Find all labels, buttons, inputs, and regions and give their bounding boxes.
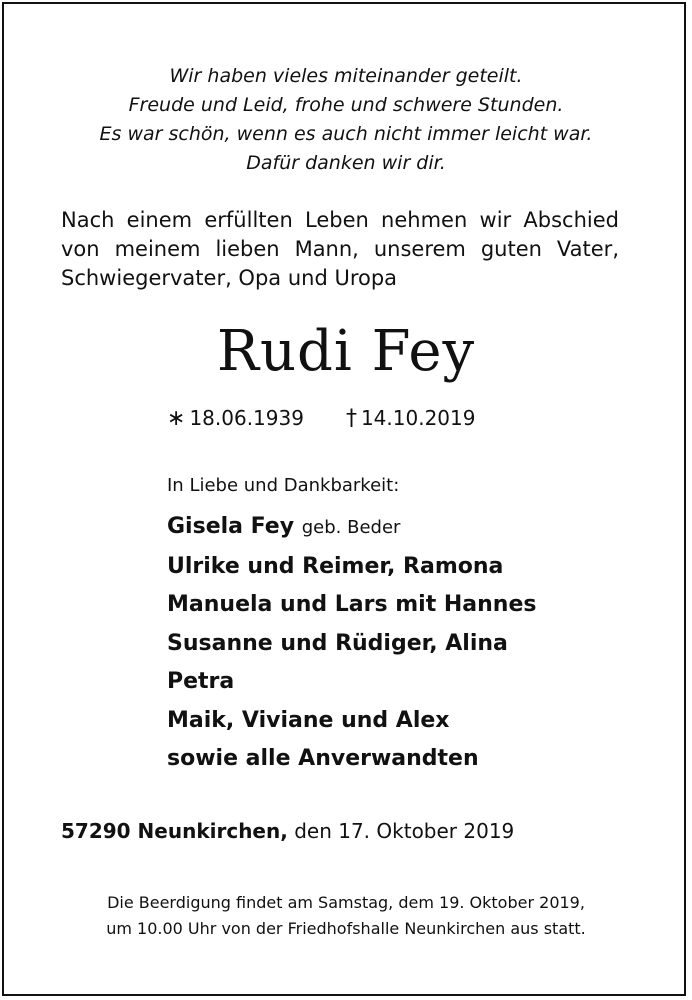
birth-star-icon: ∗ xyxy=(167,406,186,431)
poem-line: Dafür danken wir dir. xyxy=(246,152,446,174)
mourner-line-spouse xyxy=(167,508,536,548)
mourner-line: Susanne und Rüdiger, Alina xyxy=(167,630,508,656)
memorial-poem xyxy=(4,62,688,178)
death-cross-icon: † xyxy=(345,406,357,431)
mourners-heading: In Liebe und Dankbarkeit: xyxy=(167,475,400,496)
funeral-line: um 10.00 Uhr von der Friedhofshalle Neunkirchen aus statt. xyxy=(106,919,586,938)
place-city: 57290 Neunkirchen, xyxy=(61,819,288,843)
spouse-name: Gisela Fey xyxy=(167,514,295,539)
mourner-line: sowie alle Anverwandten xyxy=(167,746,479,771)
intro-text: Nach einem erfüllten Leben nehmen wir Abschied von meinem lieben Mann, unserem guten Vater, Schwiegervater, Opa und Uropa xyxy=(61,208,619,290)
spouse-maiden-name: geb. Beder xyxy=(301,517,401,538)
mourner-line: Maik, Viviane und Alex xyxy=(167,707,450,733)
poem-line: Wir haben vieles miteinander geteilt. xyxy=(169,65,523,87)
deceased-name: Rudi Fey xyxy=(216,319,476,384)
notice-frame xyxy=(2,2,686,996)
place-and-date xyxy=(61,816,514,846)
mourner-line: Petra xyxy=(167,669,235,694)
death-date: 14.10.2019 xyxy=(360,406,476,430)
funeral-info xyxy=(4,890,688,942)
poem-line: Es war schön, wenn es auch nicht immer leicht war. xyxy=(99,123,593,145)
birth-date: 18.06.1939 xyxy=(189,406,304,430)
poem-line: Freude und Leid, frohe und schwere Stunden. xyxy=(128,94,564,116)
life-dates xyxy=(167,404,475,433)
notice-date: den 17. Oktober 2019 xyxy=(294,819,515,843)
mourner-line: Ulrike und Reimer, Ramona xyxy=(167,553,504,579)
mourner-line: Manuela und Lars mit Hannes xyxy=(167,592,537,617)
mourners-list xyxy=(167,508,536,779)
funeral-line: Die Beerdigung findet am Samstag, dem 19. Oktober 2019, xyxy=(107,893,585,912)
